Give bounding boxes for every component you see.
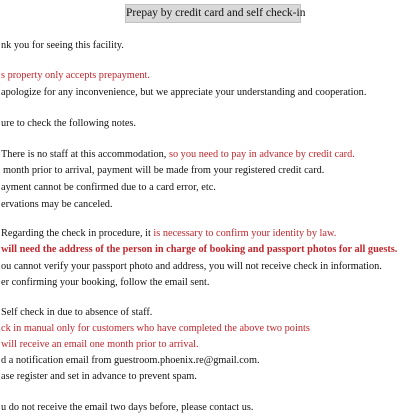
text-line-highlight: will receive an email one month prior to arrival. bbox=[1, 339, 199, 350]
text-segment: Regarding the check in procedure, it bbox=[1, 228, 154, 239]
text-line: month prior to arrival, payment will be made from your registered credit card. bbox=[3, 165, 325, 176]
text-line: ervations may be canceled. bbox=[1, 199, 113, 210]
text-line: ayment cannot be confirmed due to a card error, etc. bbox=[1, 182, 216, 193]
text-line: ou cannot verify your passport photo and address, you will not receive check in information. bbox=[1, 261, 382, 272]
text-line bbox=[1, 227, 420, 241]
text-segment: There is no staff at this accommodation, bbox=[1, 149, 169, 160]
text-line-highlight: ck in manual only for customers who have completed the above two points bbox=[1, 323, 310, 334]
text-line-highlight: will need the address of the person in charge of booking and passport photos for all guests. bbox=[1, 244, 398, 255]
text-segment-highlight: so you need to pay in advance by credit card. bbox=[168, 149, 355, 160]
text-line bbox=[1, 148, 420, 162]
text-line: apologize for any inconvenience, but we appreciate your understanding and cooperation. bbox=[1, 87, 367, 98]
text-line-highlight: s property only accepts prepayment. bbox=[1, 70, 150, 81]
text-line: Self check in due to absence of staff. bbox=[1, 307, 153, 318]
text-line: ure to check the following notes. bbox=[1, 118, 136, 129]
text-line: d a notification email from guestroom.phoenix.re@gmail.com. bbox=[1, 355, 260, 366]
text-line: ase register and set in advance to prevent spam. bbox=[1, 371, 197, 382]
text-line: u do not receive the email two days before, please contact us. bbox=[1, 402, 254, 413]
text-line: nk you for seeing this facility. bbox=[1, 40, 124, 51]
text-segment-highlight: is necessary to confirm your identity by law. bbox=[153, 228, 337, 239]
document-title: Prepay by credit card and self check-in bbox=[125, 4, 301, 23]
text-line: er confirming your booking, follow the email sent. bbox=[1, 277, 210, 288]
